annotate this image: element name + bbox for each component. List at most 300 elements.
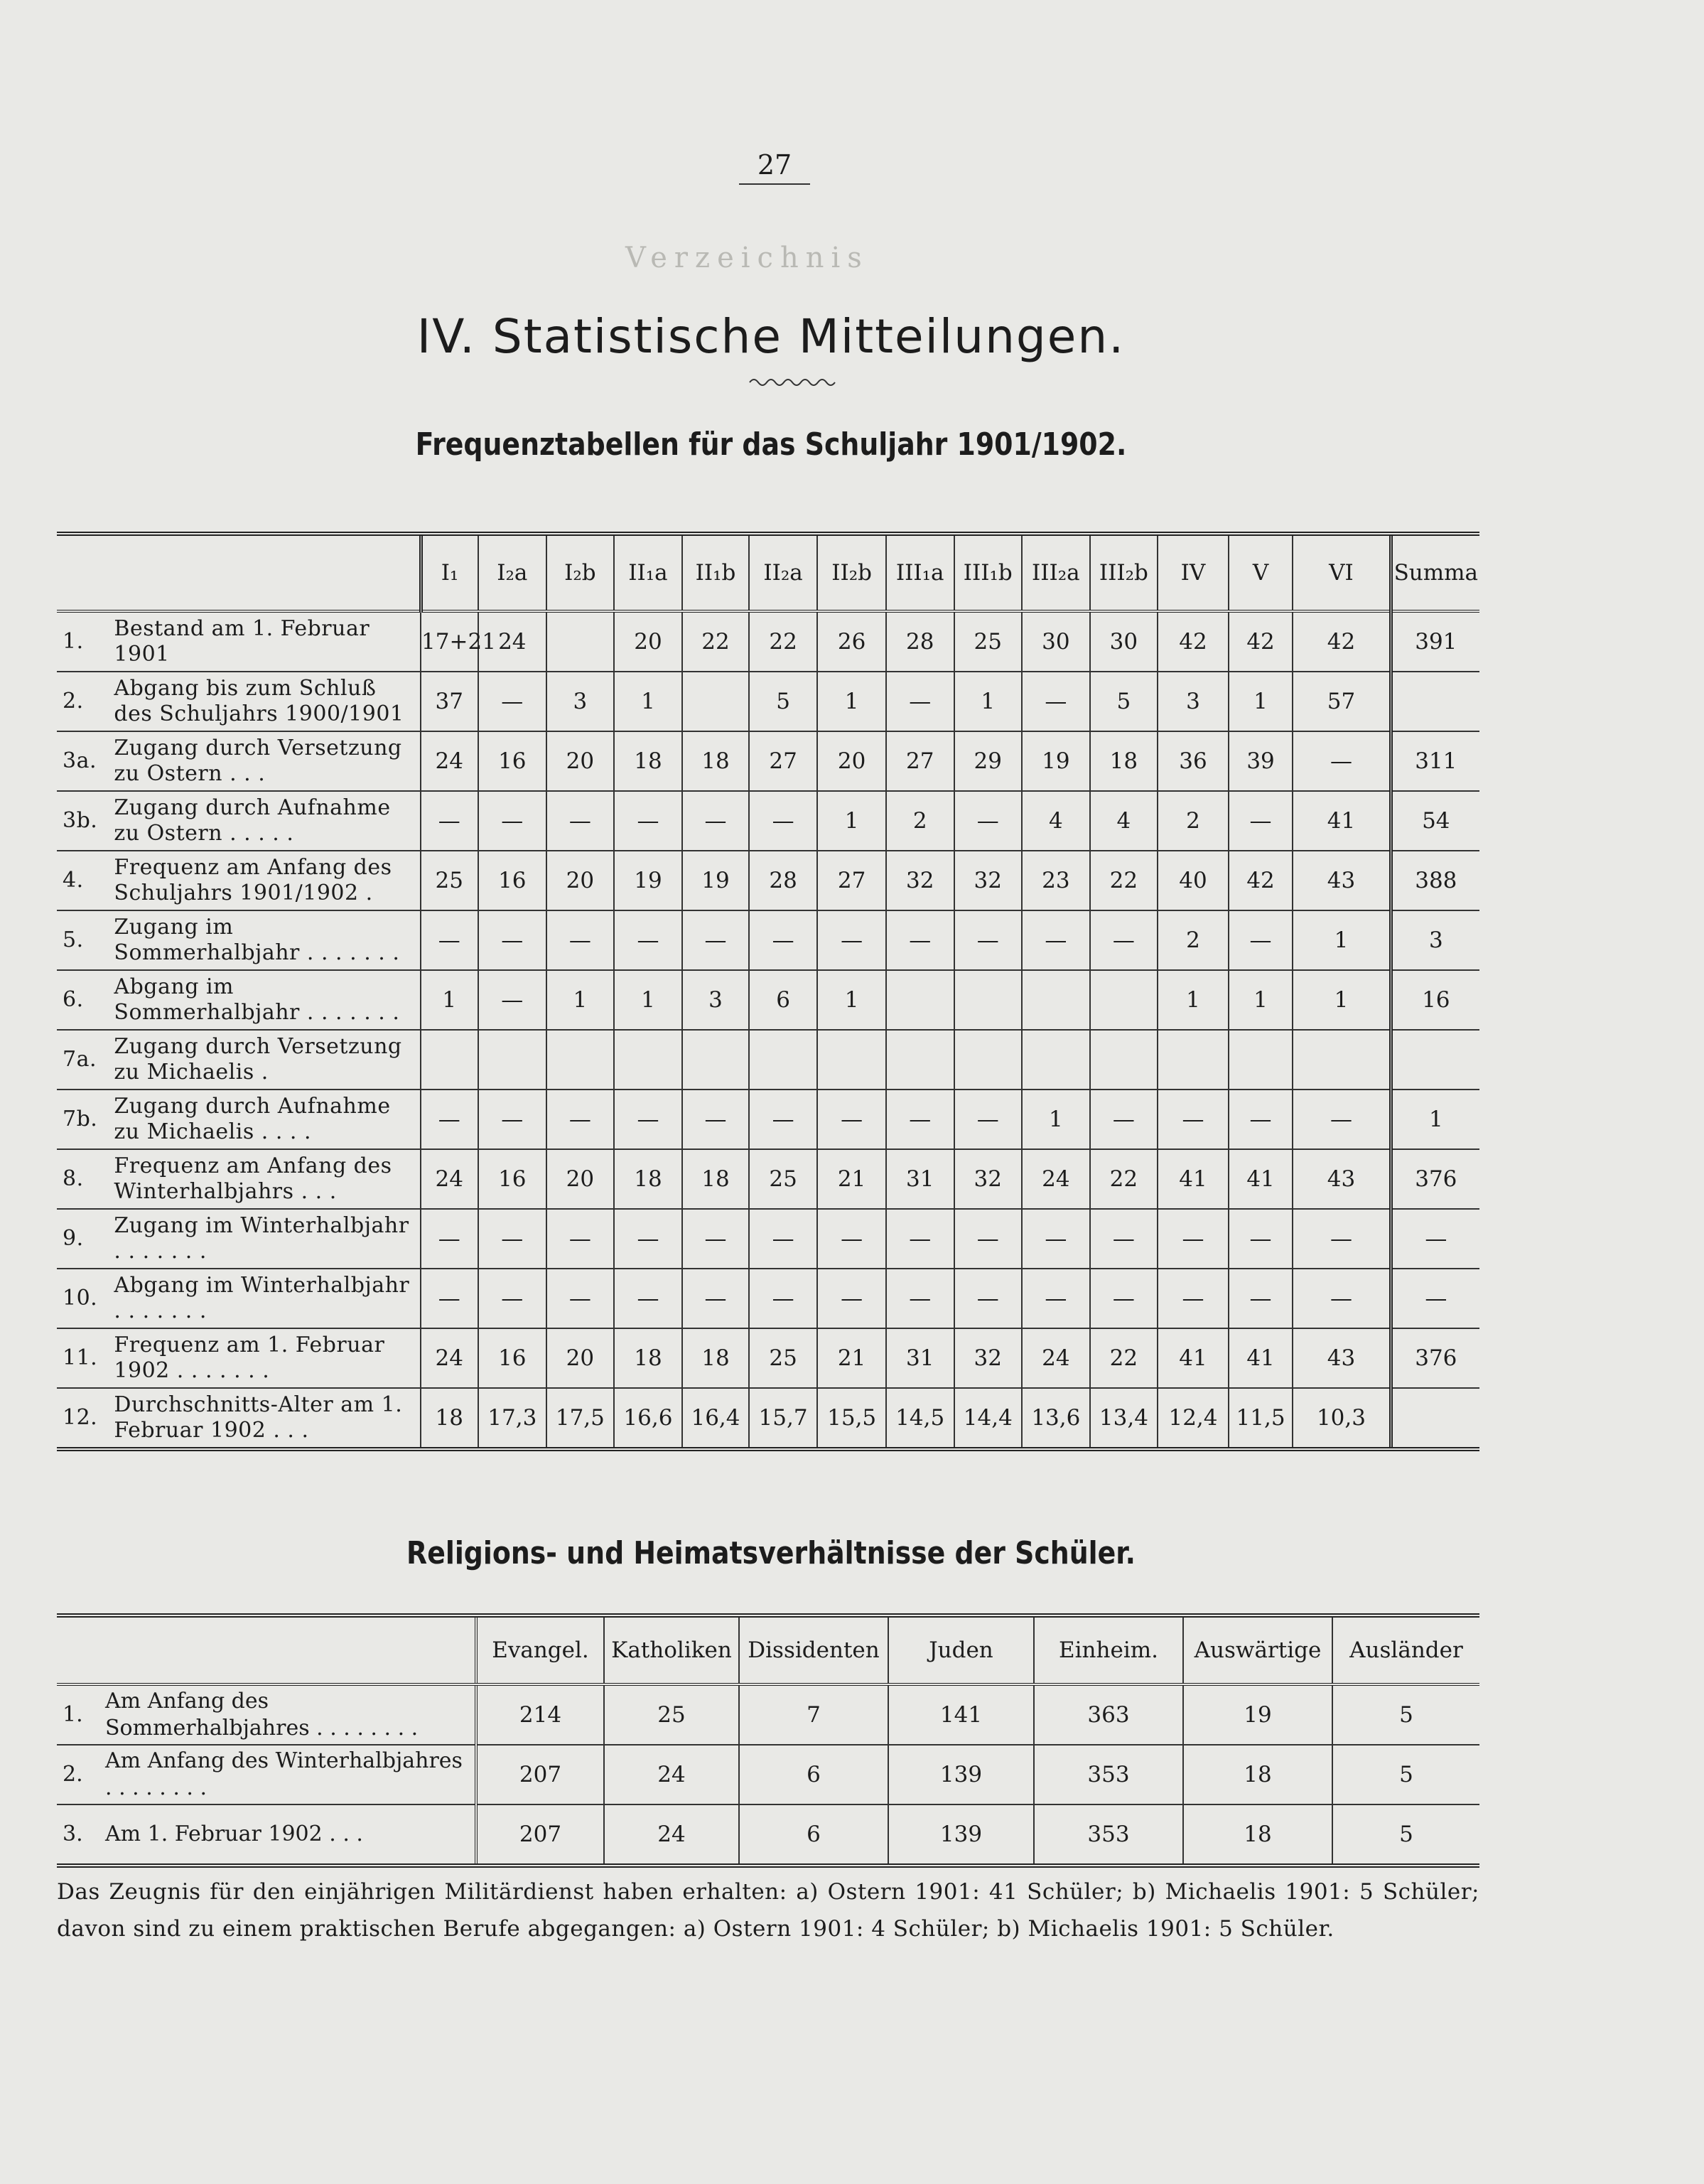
table-cell: 376 [1391, 1328, 1479, 1388]
table-cell: — [1391, 1269, 1479, 1328]
table-cell: 22 [749, 611, 818, 672]
table-cell: 24 [421, 731, 478, 791]
table-cell: 3 [682, 970, 749, 1030]
table-row [57, 1328, 1479, 1388]
table-cell: 13,6 [1022, 1388, 1090, 1449]
table-cell: 16 [1391, 970, 1479, 1030]
col-header: VI [1293, 534, 1391, 611]
table-cell: 30 [1022, 611, 1090, 672]
table-cell: 207 [476, 1804, 604, 1866]
table-cell [817, 1030, 886, 1090]
table-cell: 17,3 [478, 1388, 547, 1449]
table-cell: — [954, 1269, 1023, 1328]
table-cell: 18 [682, 1328, 749, 1388]
table-cell: — [682, 1269, 749, 1328]
table-cell [1293, 1030, 1391, 1090]
footer-note: Das Zeugnis für den einjährigen Militärdienst haben erhalten: a) Ostern 1901: 41 Schüler; b) Michaelis 1901: 5 Schüler; davon sind zu einem praktischen Berufe abgegangen: a) Ostern 1901: 4 Schüler; b) Michaelis 1901: 5 Schüler. [57, 1879, 1479, 1942]
table-cell: — [1090, 1209, 1158, 1269]
table-cell: — [614, 1090, 683, 1149]
table-cell: 27 [886, 731, 954, 791]
table-cell: 1 [1158, 970, 1229, 1030]
table-cell [1158, 1030, 1229, 1090]
table-cell: 1 [1293, 910, 1391, 970]
col-header: III₂b [1090, 534, 1158, 611]
row-number: 7a. [57, 1030, 108, 1090]
col-header: Auswärtige [1183, 1615, 1332, 1684]
table-cell: — [478, 672, 547, 731]
table-cell: 207 [476, 1745, 604, 1804]
table-cell: — [682, 910, 749, 970]
row-label: Zugang durch Aufnahme zu Ostern . . . . . [108, 791, 421, 851]
table-cell: 32 [954, 1328, 1023, 1388]
table-cell: 1 [1391, 1090, 1479, 1149]
table-cell: — [749, 1090, 818, 1149]
table-cell: — [1229, 1269, 1293, 1328]
row-number: 1. [57, 1684, 99, 1745]
table-cell: 1 [1022, 1090, 1090, 1149]
table-cell: — [749, 1209, 818, 1269]
row-number: 4. [57, 851, 108, 910]
row-number: 7b. [57, 1090, 108, 1149]
table-cell: 14,4 [954, 1388, 1023, 1449]
table-cell: — [1229, 1209, 1293, 1269]
table-cell: — [749, 791, 818, 851]
table-cell: 43 [1293, 1149, 1391, 1209]
table-cell: 28 [749, 851, 818, 910]
table-cell: — [1391, 1209, 1479, 1269]
table-cell: 13,4 [1090, 1388, 1158, 1449]
table-cell: 1 [614, 970, 683, 1030]
table-cell: 18 [1090, 731, 1158, 791]
col-header: II₁a [614, 534, 683, 611]
table-cell: 28 [886, 611, 954, 672]
table-cell: 25 [421, 851, 478, 910]
col-header: II₂b [817, 534, 886, 611]
row-number: 9. [57, 1209, 108, 1269]
header-label-blank [57, 534, 421, 611]
row-label: Zugang durch Versetzung zu Ostern . . . [108, 731, 421, 791]
col-header: Juden [888, 1615, 1034, 1684]
table-cell: 24 [421, 1149, 478, 1209]
table-cell: 21 [817, 1149, 886, 1209]
table-cell [1391, 1388, 1479, 1449]
table-row [57, 1149, 1479, 1209]
table-cell [478, 1030, 547, 1090]
table-row [57, 851, 1479, 910]
table-cell: 1 [817, 791, 886, 851]
table-cell: 17+21 [421, 611, 478, 672]
table-cell: 5 [1332, 1745, 1479, 1804]
table-cell: 18 [421, 1388, 478, 1449]
table-cell: 15,5 [817, 1388, 886, 1449]
table-cell: — [1293, 731, 1391, 791]
table-cell [954, 970, 1023, 1030]
table-cell: 42 [1229, 851, 1293, 910]
table-cell: 16 [478, 1328, 547, 1388]
table-cell: 24 [421, 1328, 478, 1388]
table-row [57, 672, 1479, 731]
table-cell: 19 [1183, 1684, 1332, 1745]
table-cell: 4 [1090, 791, 1158, 851]
table-cell [954, 1030, 1023, 1090]
header-label-blank [57, 1615, 476, 1684]
table-cell: 18 [614, 1328, 683, 1388]
table-cell [614, 1030, 683, 1090]
table-row [57, 1388, 1479, 1449]
row-label: Frequenz am 1. Februar 1902 . . . . . . . [108, 1328, 421, 1388]
table-cell: 36 [1158, 731, 1229, 791]
table-cell: 27 [749, 731, 818, 791]
col-header: IV [1158, 534, 1229, 611]
table-cell: 3 [1158, 672, 1229, 731]
row-number: 8. [57, 1149, 108, 1209]
table-cell: 32 [886, 851, 954, 910]
table-cell [546, 611, 614, 672]
table-cell: — [1090, 1269, 1158, 1328]
table-cell [546, 1030, 614, 1090]
table-row [57, 731, 1479, 791]
table-cell [886, 970, 954, 1030]
table-cell: 24 [604, 1804, 739, 1866]
table-cell: 25 [954, 611, 1023, 672]
table-cell: — [478, 1209, 547, 1269]
table-cell: 42 [1158, 611, 1229, 672]
col-header: I₁ [421, 534, 478, 611]
table-cell [886, 1030, 954, 1090]
table-cell: — [1158, 1090, 1229, 1149]
table-cell: 23 [1022, 851, 1090, 910]
table-cell: 32 [954, 1149, 1023, 1209]
table-cell [682, 672, 749, 731]
table-cell: 27 [817, 851, 886, 910]
table-cell: — [817, 1209, 886, 1269]
religion-header-row [57, 1615, 1479, 1684]
table-cell: 1 [614, 672, 683, 731]
col-header: Dissidenten [739, 1615, 888, 1684]
table-cell: 19 [1022, 731, 1090, 791]
table-cell: — [1022, 1269, 1090, 1328]
table-cell: 3 [1391, 910, 1479, 970]
table-cell: — [546, 1209, 614, 1269]
table-cell: — [614, 791, 683, 851]
row-label: Zugang im Winterhalbjahr . . . . . . . [108, 1209, 421, 1269]
table-cell: — [1022, 672, 1090, 731]
table-cell: — [478, 1090, 547, 1149]
table-cell: 26 [817, 611, 886, 672]
col-header: III₁a [886, 534, 954, 611]
frequency-table-title: Frequenztabellen für das Schuljahr 1901/1902. [415, 426, 1127, 463]
table-cell: — [1229, 1090, 1293, 1149]
table-cell: 37 [421, 672, 478, 731]
table-cell: — [817, 910, 886, 970]
table-cell: 22 [1090, 1328, 1158, 1388]
table-cell: — [1229, 910, 1293, 970]
table-cell: 42 [1229, 611, 1293, 672]
table-row [57, 1209, 1479, 1269]
table-cell: 41 [1158, 1328, 1229, 1388]
table-cell: — [886, 1090, 954, 1149]
table-cell: 20 [546, 851, 614, 910]
row-number: 5. [57, 910, 108, 970]
table-cell: 7 [739, 1684, 888, 1745]
row-number: 3b. [57, 791, 108, 851]
table-cell [1391, 672, 1479, 731]
table-cell: 39 [1229, 731, 1293, 791]
table-cell [682, 1030, 749, 1090]
table-cell: — [421, 910, 478, 970]
table-cell: 6 [749, 970, 818, 1030]
row-label: Am 1. Februar 1902 . . . [99, 1804, 476, 1866]
table-cell: 18 [614, 731, 683, 791]
table-cell: — [682, 1090, 749, 1149]
table-cell [421, 1030, 478, 1090]
table-cell: 141 [888, 1684, 1034, 1745]
table-cell: 25 [749, 1328, 818, 1388]
col-header: II₁b [682, 534, 749, 611]
table-cell: 15,7 [749, 1388, 818, 1449]
row-number: 10. [57, 1269, 108, 1328]
table-cell: 22 [1090, 1149, 1158, 1209]
table-cell: 31 [886, 1149, 954, 1209]
table-cell: 139 [888, 1804, 1034, 1866]
table-cell: 20 [817, 731, 886, 791]
table-cell: 20 [546, 731, 614, 791]
table-cell: 41 [1293, 791, 1391, 851]
table-cell: 139 [888, 1745, 1034, 1804]
page-title: IV. Statistische Mitteilungen. [416, 309, 1126, 364]
col-header: III₁b [954, 534, 1023, 611]
table-cell: 32 [954, 851, 1023, 910]
table-cell: 29 [954, 731, 1023, 791]
row-number: 2. [57, 672, 108, 731]
table-cell: 41 [1229, 1328, 1293, 1388]
row-number: 12. [57, 1388, 108, 1449]
col-header: Einheim. [1034, 1615, 1183, 1684]
row-label: Zugang durch Versetzung zu Michaelis . [108, 1030, 421, 1090]
table-cell: 24 [604, 1745, 739, 1804]
table-cell: 1 [817, 672, 886, 731]
table-cell: 16,4 [682, 1388, 749, 1449]
col-header: II₂a [749, 534, 818, 611]
table-cell: 2 [1158, 791, 1229, 851]
page-number: 27 [739, 149, 810, 185]
col-header: I₂b [546, 534, 614, 611]
table-cell: 388 [1391, 851, 1479, 910]
table-cell: — [546, 1269, 614, 1328]
table-cell: 14,5 [886, 1388, 954, 1449]
table-cell: 353 [1034, 1804, 1183, 1866]
col-header: Evangel. [476, 1615, 604, 1684]
table-cell: 1 [546, 970, 614, 1030]
table-cell: — [1022, 910, 1090, 970]
table-cell: 18 [682, 731, 749, 791]
table-cell [1090, 1030, 1158, 1090]
table-cell: — [886, 672, 954, 731]
table-cell: 18 [614, 1149, 683, 1209]
table-cell: 16 [478, 731, 547, 791]
table-cell: — [478, 791, 547, 851]
table-cell: 12,4 [1158, 1388, 1229, 1449]
table-cell: 1 [1229, 672, 1293, 731]
table-cell: 1 [421, 970, 478, 1030]
table-row [57, 910, 1479, 970]
table-cell: — [614, 910, 683, 970]
table-cell: 18 [1183, 1804, 1332, 1866]
table-cell: 2 [886, 791, 954, 851]
table-cell: — [954, 1209, 1023, 1269]
table-cell: 25 [604, 1684, 739, 1745]
row-label: Abgang im Sommerhalbjahr . . . . . . . [108, 970, 421, 1030]
row-number: 3. [57, 1804, 99, 1866]
col-header-summa: Summa [1391, 534, 1479, 611]
col-header: V [1229, 534, 1293, 611]
row-number: 11. [57, 1328, 108, 1388]
title-ornament [746, 375, 838, 389]
table-cell [1229, 1030, 1293, 1090]
table-cell: 5 [1332, 1804, 1479, 1866]
table-cell: 43 [1293, 1328, 1391, 1388]
table-cell: 24 [1022, 1149, 1090, 1209]
table-row [57, 1269, 1479, 1328]
table-cell: — [749, 1269, 818, 1328]
table-cell: — [682, 1209, 749, 1269]
table-cell: 24 [478, 611, 547, 672]
table-cell: 18 [1183, 1745, 1332, 1804]
table-cell: — [1158, 1269, 1229, 1328]
table-cell: — [817, 1269, 886, 1328]
row-label: Abgang bis zum Schluß des Schuljahrs 1900/1901 [108, 672, 421, 731]
table-cell: 6 [739, 1804, 888, 1866]
table-cell: — [682, 791, 749, 851]
table-cell: — [614, 1209, 683, 1269]
table-cell: 11,5 [1229, 1388, 1293, 1449]
table-cell: 24 [1022, 1328, 1090, 1388]
table-cell: — [954, 910, 1023, 970]
table-cell: 41 [1229, 1149, 1293, 1209]
table-cell: 20 [546, 1328, 614, 1388]
table-cell: — [546, 910, 614, 970]
row-label: Am Anfang des Sommerhalbjahres . . . . . . . . [99, 1684, 476, 1745]
table-cell: 20 [546, 1149, 614, 1209]
table-cell [1022, 970, 1090, 1030]
table-cell: — [1158, 1209, 1229, 1269]
table-row [57, 1684, 1479, 1745]
table-cell: 16 [478, 851, 547, 910]
table-cell: 5 [749, 672, 818, 731]
table-cell: 353 [1034, 1745, 1183, 1804]
table-cell: — [1293, 1090, 1391, 1149]
table-cell: 376 [1391, 1149, 1479, 1209]
table-row [57, 1804, 1479, 1866]
col-header: I₂a [478, 534, 547, 611]
table-cell: — [954, 1090, 1023, 1149]
frequency-header-row [57, 534, 1479, 611]
table-cell: 1 [1229, 970, 1293, 1030]
table-cell: 57 [1293, 672, 1391, 731]
table-cell: 17,5 [546, 1388, 614, 1449]
table-cell: — [886, 1209, 954, 1269]
row-label: Zugang im Sommerhalbjahr . . . . . . . [108, 910, 421, 970]
table-row [57, 1030, 1479, 1090]
table-cell: — [546, 1090, 614, 1149]
table-cell: — [421, 1209, 478, 1269]
table-cell: 42 [1293, 611, 1391, 672]
table-cell: 22 [682, 611, 749, 672]
table-cell: 5 [1090, 672, 1158, 731]
table-cell: — [421, 791, 478, 851]
row-label: Am Anfang des Winterhalbjahres . . . . . . . . [99, 1745, 476, 1804]
table-cell [1090, 970, 1158, 1030]
table-cell: — [614, 1269, 683, 1328]
table-cell: 1 [817, 970, 886, 1030]
table-cell: 22 [1090, 851, 1158, 910]
table-cell: — [478, 1269, 547, 1328]
table-cell: 214 [476, 1684, 604, 1745]
row-label: Bestand am 1. Februar 1901 [108, 611, 421, 672]
table-cell: 19 [682, 851, 749, 910]
religion-table [57, 1613, 1479, 1868]
table-cell: 2 [1158, 910, 1229, 970]
row-number: 2. [57, 1745, 99, 1804]
row-label: Abgang im Winterhalbjahr . . . . . . . [108, 1269, 421, 1328]
table-cell: — [1090, 1090, 1158, 1149]
table-cell: 363 [1034, 1684, 1183, 1745]
table-cell: 43 [1293, 851, 1391, 910]
table-cell: — [1022, 1209, 1090, 1269]
table-cell: 5 [1332, 1684, 1479, 1745]
table-cell: 25 [749, 1149, 818, 1209]
col-header: Ausländer [1332, 1615, 1479, 1684]
row-number: 1. [57, 611, 108, 672]
table-cell: 391 [1391, 611, 1479, 672]
table-cell: 4 [1022, 791, 1090, 851]
table-cell: — [1229, 791, 1293, 851]
table-cell: — [817, 1090, 886, 1149]
row-number: 6. [57, 970, 108, 1030]
table-cell: 1 [954, 672, 1023, 731]
table-cell [749, 1030, 818, 1090]
row-label: Frequenz am Anfang des Winterhalbjahrs . . . [108, 1149, 421, 1209]
table-cell: 19 [614, 851, 683, 910]
table-cell: — [886, 910, 954, 970]
table-cell: 31 [886, 1328, 954, 1388]
table-cell [1022, 1030, 1090, 1090]
table-cell: — [886, 1269, 954, 1328]
table-cell: — [546, 791, 614, 851]
table-cell: — [1293, 1269, 1391, 1328]
table-cell: — [478, 910, 547, 970]
table-row [57, 1090, 1479, 1149]
table-cell: 18 [682, 1149, 749, 1209]
table-row [57, 1745, 1479, 1804]
row-label: Zugang durch Aufnahme zu Michaelis . . . . [108, 1090, 421, 1149]
table-row [57, 970, 1479, 1030]
table-cell: 3 [546, 672, 614, 731]
table-cell: — [421, 1269, 478, 1328]
table-cell: 10,3 [1293, 1388, 1391, 1449]
table-cell: 16 [478, 1149, 547, 1209]
table-cell: 16,6 [614, 1388, 683, 1449]
table-cell: 41 [1158, 1149, 1229, 1209]
table-cell: 30 [1090, 611, 1158, 672]
row-label: Durchschnitts-Alter am 1. Februar 1902 . . . [108, 1388, 421, 1449]
table-cell: — [478, 970, 547, 1030]
table-cell: 20 [614, 611, 683, 672]
frequency-table [57, 532, 1479, 1451]
table-row [57, 611, 1479, 672]
bleed-through-text: Verzeichnis [625, 242, 869, 274]
col-header: Katholiken [604, 1615, 739, 1684]
